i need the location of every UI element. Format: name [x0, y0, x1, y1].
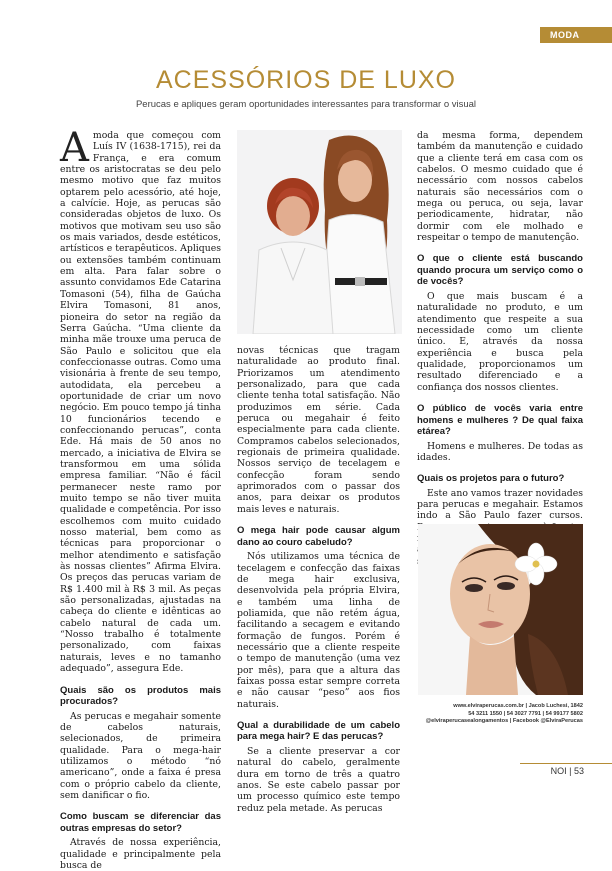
answer-paragraph: Se a cliente preservar a cor natural do cabelo, geralmente dura em torno de três a quatro anos. Se este cabelo passar por um processo químico este tempo reduz pela metade. As perucas — [237, 745, 400, 814]
portrait-photo — [237, 130, 402, 334]
question-heading: Como buscam se diferenciar das outras empresas do setor? — [60, 811, 221, 834]
article-column-3 — [417, 130, 583, 567]
drop-cap: A — [60, 125, 89, 171]
answer-paragraph: Nós utilizamos uma técnica de tecelagem e confecção das faixas de mega hair exclusiva, desenvolvida pela própria Elvira, e também uma linha de poliamida, que não retém água, facilitando a secagem e evitando formação de fungos. Porém é necessário que a cliente respeite o tempo de manutenção (uma vez por mês), para que a altura das faixas possa estar sempre correta e não causar “peso” aos fios naturais. — [237, 551, 400, 710]
question-heading: O público de vocês varia entre homens e mulheres ? De qual faixa etárea? — [417, 403, 583, 438]
answer-paragraph: Homens e mulheres. De todas as idades. — [417, 440, 583, 463]
question-heading: O mega hair pode causar algum dano ao couro cabeludo? — [237, 525, 400, 548]
answer-paragraph: As perucas e megahair somente de cabelos naturais, selecionados, de primeira qualidade. Para o mega-hair utilizamos o método “nó americano”, onde a faixa é presa com o próprio cabelo da cliente, sem danificar o fio. — [60, 710, 221, 801]
contact-credits — [420, 703, 583, 726]
answer-paragraph: O que mais buscam é a naturalidade no produto, e um atendimento que respeite a sua necessidade como um cliente único. E, através da nossa experiência e busca pela qualidade, proporcionamos um resultado diferenciado e a confiança dos nossos clientes. — [417, 290, 583, 393]
article-title: ACESSÓRIOS DE LUXO — [155, 66, 457, 94]
credits-website: www.elviraperucas.com.br | Jacob Luchesi, 1842 — [453, 703, 583, 709]
body-paragraph: novas técnicas que tragam naturalidade ao produto final. Priorizamos um atendimento personalizado, para que cada cliente tenha total satisfação. Não produzimos em série. Cada peruca ou megahair é feito especialmente para cada cliente. Compramos cabelos selecionados, regionais de primeira qualidade. Nossos serviço de tecelagem e confecção foram sendo aprimorados com o passar dos anos, para deixar os produtos mais leves e naturais. — [237, 345, 400, 515]
article-column-1 — [60, 125, 221, 871]
article-column-2 — [237, 345, 400, 814]
body-paragraph: da mesma forma, dependem também da manutenção e cuidado que a cliente terá em casa com os cabelos. O mesmo cuidado que é necessário com nossos cabelos naturais são necessários com o mega ou peruca, ou seja, lavar periodicamente, hidratar, não dormir com ele molhado e respeitar o tempo de manutenção. — [417, 130, 583, 244]
model-photo — [418, 524, 583, 695]
lead-paragraph — [60, 125, 221, 675]
question-heading: Quais são os produtos mais procurados? — [60, 684, 221, 707]
question-heading: O que o cliente está buscando quando procura um serviço como o de vocês? — [417, 253, 583, 288]
page-folio: NOI | 53 — [550, 766, 584, 776]
footer-rule — [520, 763, 612, 764]
credits-phones: 54 3211 1550 | 54 3027 7791 | 54 99177 5802 — [468, 710, 583, 717]
lead-text: moda que começou com Luís IV (1638-1715), rei da França, e era comum entre os aristocratas se deu pelo mesmo motivo que faz muitos optarem pelo acessório, até hoje, a calvície. Hoje, as perucas são consideradas objetos de luxo. Os motivos que motivam seu uso são os mais variados, desde estéticos, artísticos e terapêuticos. Apliques ou extensões também continuam em alta. Para falar sobre o assunto convidamos Ede Catarina Tomasoni (54), filha de Gaúcha Elvira Tomasoni, 81 anos, pioneira do setor na região da Serra Gaúcha. “Uma cliente da minha mãe trouxe uma peruca de São Paulo e solicitou que ela confeccionasse outras. Como uma visionária à frente de seu tempo, autodidata, ela percebeu a oportunidade de criar um novo negócio. Em pouco tempo já tinha 10 funcionários tecendo e confeccionando perucas”, conta Ede. Há mais de 50 anos no mercado, a iniciativa de Elvira se transformou em uma sólida empresa familiar. “Não é fácil permanecer neste ramo por muito tempo se não tiver muita qualidade e competência. Por isso escolhemos com muito cuidado nosso material, bem como as técnicas para proporcionar o melhor atendimento e satisfação às nossas clientes” Afirma Elvira. Os preços das perucas variam de R$ 1.400 mil à R$ 3 mil. As peças são personalizadas, ajustadas na cabeça do cliente e idênticas ao cabelo natural de cada um. “Nosso trabalho é totalmente personalizado, com faixas naturais, leves e no tamanho adequado”, assegura Ede. — [60, 130, 221, 675]
credits-social: @elviraperucasealongamentos | Facebook @ElviraPerucas — [425, 718, 583, 725]
answer-paragraph: Através de nossa experiência, qualidade e principalmente pela busca de — [60, 837, 221, 871]
section-tab: MODA — [540, 27, 612, 43]
article-subtitle: Perucas e apliques geram oportunidades interessantes para transformar o visual — [135, 99, 477, 110]
question-heading: Qual a durabilidade de um cabelo para mega hair? E das perucas? — [237, 719, 400, 743]
question-heading: Quais os projetos para o futuro? — [417, 473, 565, 485]
answer-paragraph: Este ano vamos trazer novidades para perucas e megahair. Estamos indo a São Paulo fazer cursos. — [417, 487, 583, 522]
